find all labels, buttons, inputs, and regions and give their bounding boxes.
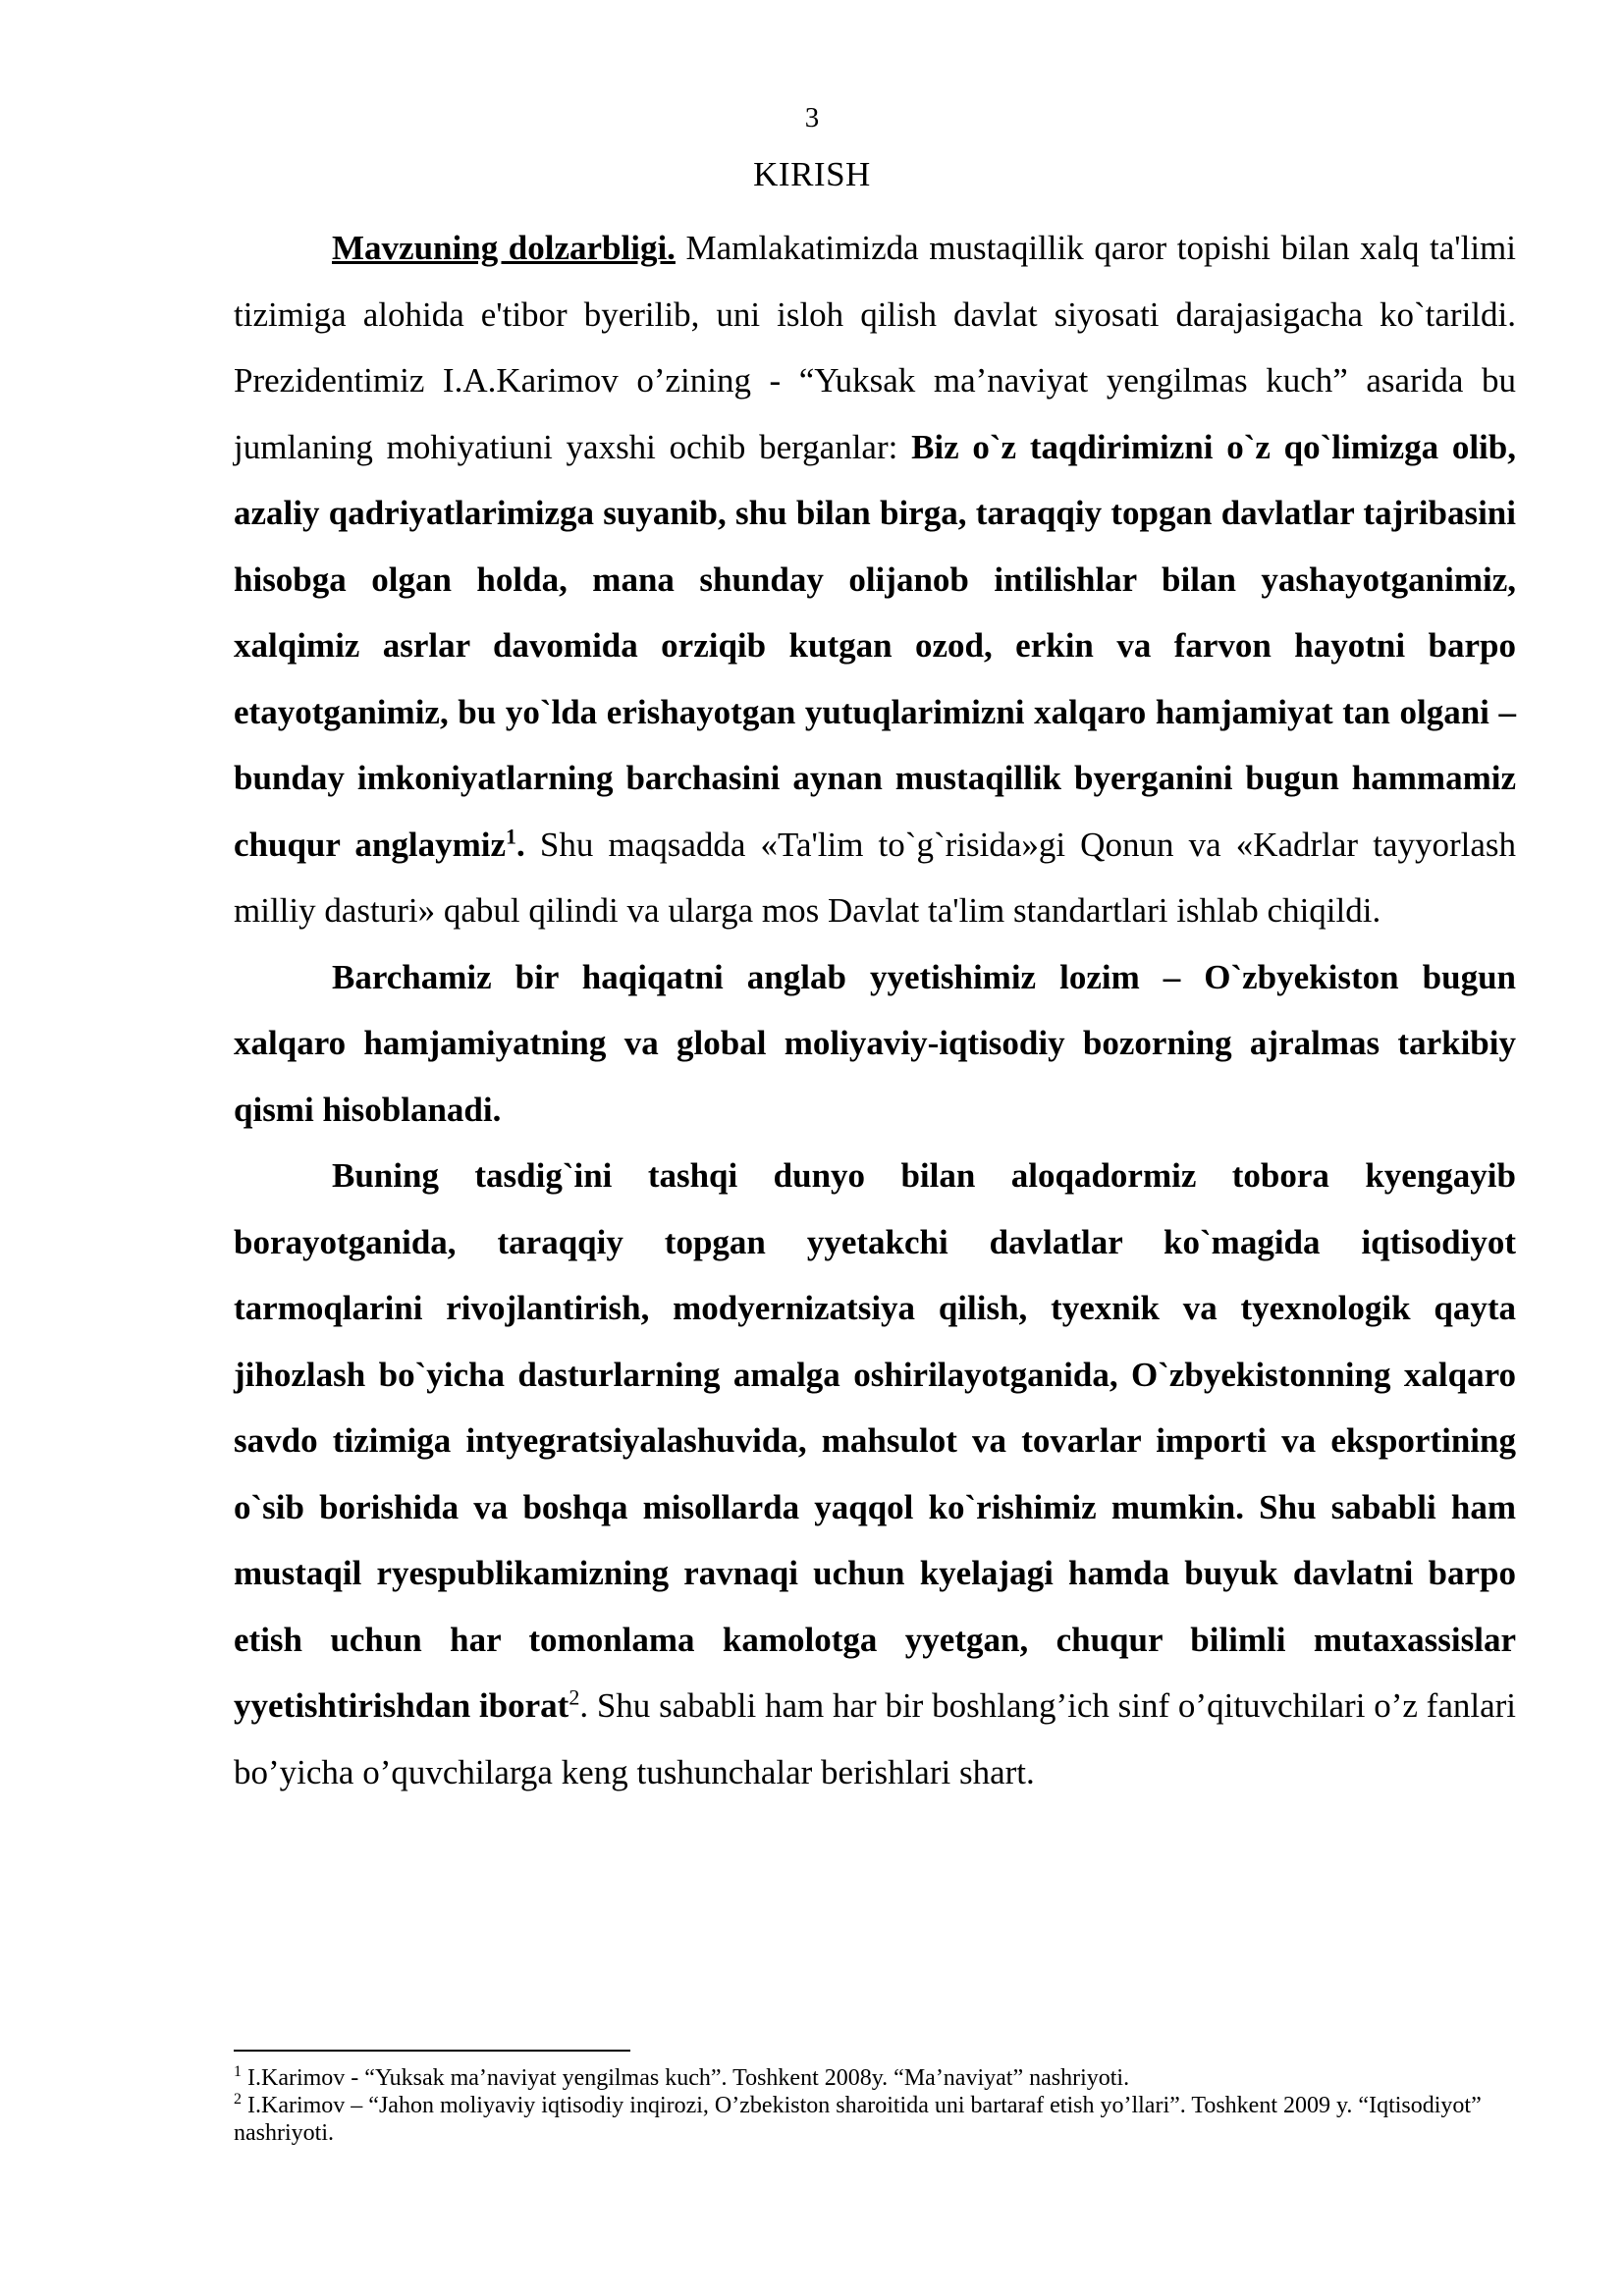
footnote-number: 2 xyxy=(234,2091,242,2108)
footnote-reference: 2 xyxy=(568,1684,580,1710)
quotation-end-period: . xyxy=(516,825,525,864)
footnote-text: I.Karimov - “Yuksak ma’naviyat yengilmas kuch”. Toshkent 2008y. “Ma’naviyat” nashriyoti. xyxy=(242,2065,1130,2091)
paragraph-text: . Shu sababli ham har bir boshlang’ich sinf o’qituvchilari o’z fanlari bo’yicha o’quvchilarga keng tushunchalar berishlari shart. xyxy=(234,1686,1516,1791)
page-number: 3 xyxy=(804,102,820,133)
paragraph-text: Shu maqsadda «Ta'lim to`g`risida»gi Qonun va «Kadrlar tayyorlash milliy dasturi» qabul qilindi va ularga mos Davlat ta'lim standartlari ishlab chiqildi. xyxy=(234,825,1516,930)
paragraph-lead-title: Mavzuning dolzarbligi. xyxy=(332,229,676,267)
section-heading: KIRISH xyxy=(753,155,871,193)
paragraph-integration xyxy=(234,944,1516,1144)
paragraph-relevance xyxy=(234,215,1516,944)
body-text xyxy=(234,215,1516,1805)
footnote-item xyxy=(234,2064,1516,2092)
quotation-bold: Biz o`z taqdirimizni o`z qo`limizga olib, azaliy qadriyatlarimizga suyanib, shu bilan birga, taraqqiy topgan davlatlar tajribasini hisobga olgan holda, mana shunday olijanob intilishlar bilan yashayotganimiz, xalqimiz asrlar davomida orziqib kutgan ozod, erkin va farvon hayotni barpo etayotganimiz, bu yo`lda erishayotgan yutuqlarimizni xalqaro hamjamiyat tan olgani – bunday imkoniyatlarning barchasini aynan mustaqillik byerganini bugun hammamiz chuqur anglaymiz xyxy=(234,427,1516,864)
footnote-reference: 1 xyxy=(506,823,517,848)
footnote-separator xyxy=(234,2050,630,2052)
footnote-item xyxy=(234,2092,1516,2147)
footnotes xyxy=(234,2064,1516,2147)
footnote-text: I.Karimov – “Jahon moliyaviy iqtisodiy inqirozi, O’zbekiston sharoitida uni bartaraf etish yo’llari”. Toshkent 2009 y. “Iqtisodiyot” nashriyoti. xyxy=(234,2093,1482,2146)
paragraph-text: Mamlakatimizda mustaqillik qaror topishi bilan xalq ta'limi tizimiga alohida e'tibor byerilib, uni isloh qilish davlat siyosati darajasigacha ko`tarildi. Prezidentimiz I.A.Karimov o’zining - “Yuksak ma’naviyat yengilmas kuch” asarida bu jumlaning mohiyatiuni yaxshi ochib berganlar: xyxy=(234,229,1516,466)
footnote-number: 1 xyxy=(234,2063,242,2080)
paragraph-text-bold: Barchamiz bir haqiqatni anglab yyetishimiz lozim – O`zbyekiston bugun xalqaro hamjamiyatning va global moliyaviy-iqtisodiy bozorning ajralmas tarkibiy qismi hisoblanadi. xyxy=(234,957,1516,1129)
paragraph-evidence xyxy=(234,1143,1516,1805)
paragraph-text-bold: Buning tasdig`ini tashqi dunyo bilan aloqadormiz tobora kyengayib borayotganida, taraqqiy topgan yyetakchi davlatlar ko`magida iqtisodiyot tarmoqlarini rivojlantirish, modyernizatsiya qilish, tyexnik va tyexnologik qayta jihozlash bo`yicha dasturlarning amalga oshirilayotganida, O`zbyekistonning xalqaro savdo tizimiga intyegratsiyalashuvida, mahsulot va tovarlar importi va eksportining o`sib borishida va boshqa misollarda yaqqol ko`rishimiz mumkin. Shu sababli ham mustaqil ryespublikamizning ravnaqi uchun kyelajagi hamda buyuk davlatni barpo etish uchun har tomonlama kamolotga yyetgan, chuqur bilimli mutaxassislar yyetishtirishdan iborat xyxy=(234,1156,1516,1725)
